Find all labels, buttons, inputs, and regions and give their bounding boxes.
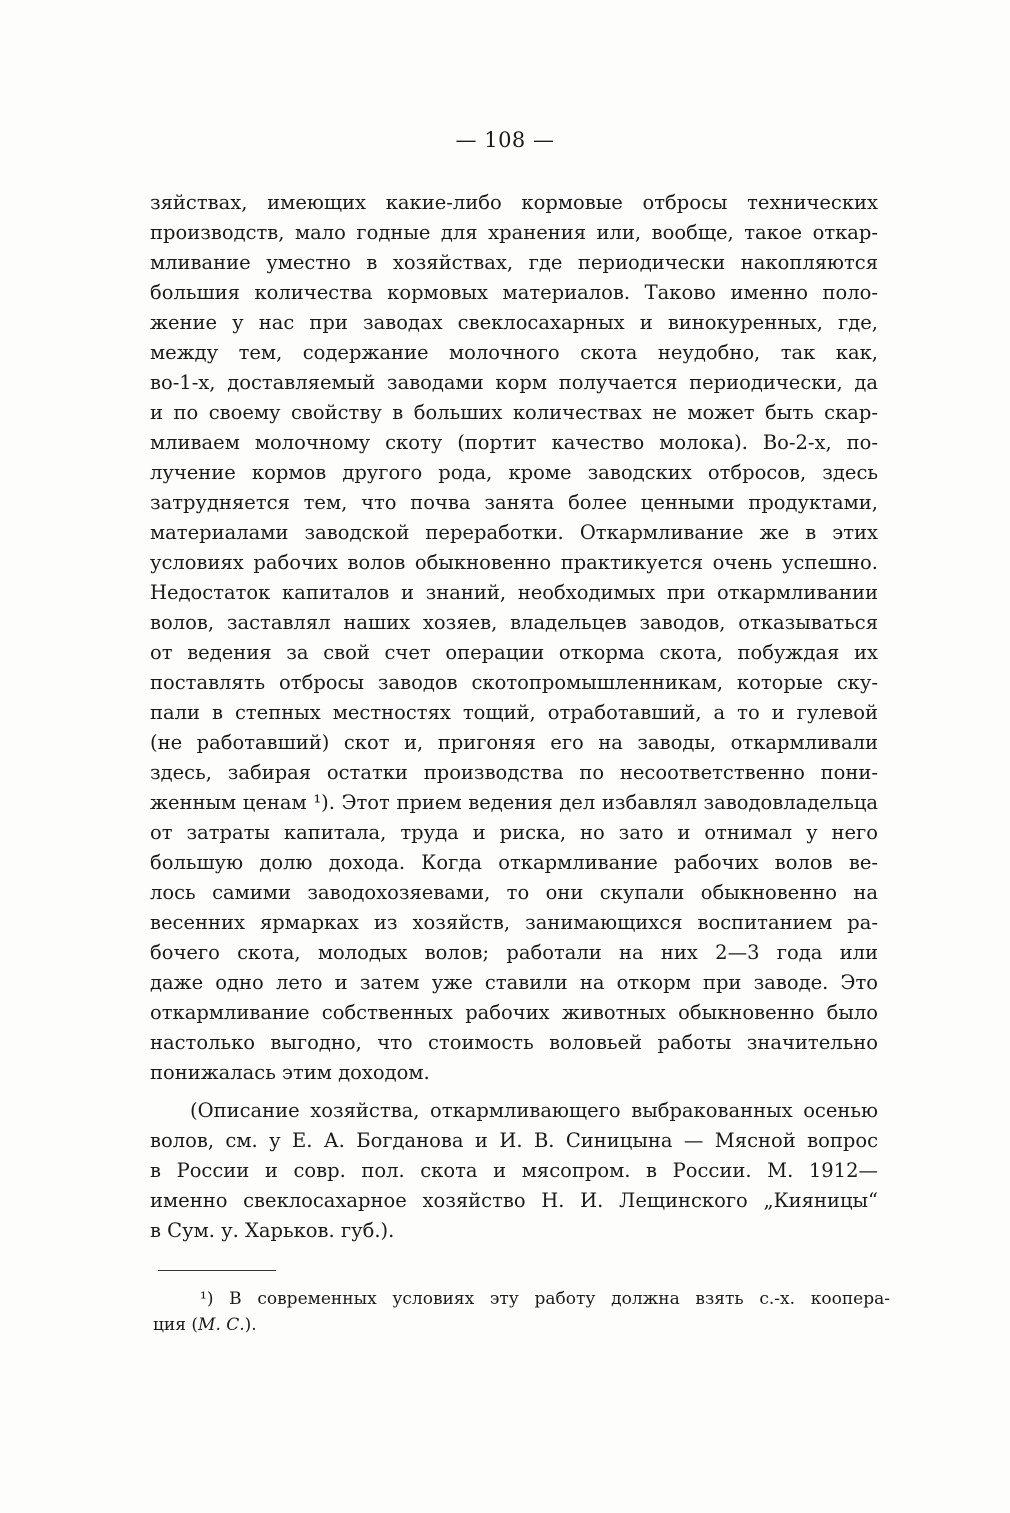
page-number: — 108 — [455, 128, 555, 152]
text-line: здесь, забирая остатки производства по несоответственно пони- [150, 761, 878, 784]
text-line: большия количества кормовых материалов. Таково именно поло- [150, 281, 878, 304]
text-line: поставлять отбросы заводов скотопромышленникам, которые ску- [150, 671, 878, 694]
text-line: Недостаток капиталов и знаний, необходимых при откармливании [150, 581, 878, 604]
text-line: и по своему свойству в больших количествах не может быть скар- [150, 401, 878, 424]
text-line: бочего скота, молодых волов; работали на них 2—3 года или [150, 941, 878, 964]
footnote-line [153, 1312, 853, 1338]
footnote-text: ). [244, 1315, 257, 1335]
text-line: именно свеклосахарное хозяйство Н. И. Лещинского „Кияницы“ [150, 1189, 878, 1212]
text-line: производств, мало годные для хранения или, вообще, такое откар- [150, 221, 878, 244]
text-line: (не работавший) скот и, пригоняя его на заводы, откармливали [150, 731, 878, 754]
text-line: лось самими заводохозяевами, то они скупали обыкновенно на [150, 881, 878, 904]
text-line: в России и совр. пол. скота и мясопром. в России. М. 1912— [150, 1159, 878, 1182]
text-line: во-1-х, доставляемый заводами корм получается периодически, да [150, 371, 878, 394]
text-line: условиях рабочих волов обыкновенно практикуется очень успешно. [150, 551, 878, 574]
text-line: пали в степных местностях тощий, отработавший, а то и гулевой [150, 701, 878, 724]
text-line: женным ценам ¹). Этот прием ведения дел избавлял заводовладельца [150, 791, 878, 814]
text-line: затрудняется тем, что почва занята более ценными продуктами, [150, 491, 878, 514]
text-line: мливание уместно в хозяйствах, где периодически накопляются [150, 251, 878, 274]
text-line: от ведения за свой счет операции откорма скота, побуждая их [150, 641, 878, 664]
text-line: мливаем молочному скоту (портит качество молока). Во-2-х, по- [150, 431, 878, 454]
footnote-divider [158, 1270, 276, 1271]
footnote-line: ¹) В современных условиях эту работу должна взять с.-х. коопера- [200, 1289, 890, 1309]
text-line: даже одно лето и затем уже ставили на откорм при заводе. Это [150, 971, 878, 994]
text-line: большую долю дохода. Когда откармливание рабочих волов ве- [150, 851, 878, 874]
text-line: волов, заставлял наших хозяев, владельцев заводов, отказываться [150, 611, 878, 634]
text-line: откармливание собственных рабочих животных обыкновенно было [150, 1001, 878, 1024]
text-line: в Сум. у. Харьков. губ.). [150, 1219, 395, 1242]
text-line: зяйствах, имеющих какие-либо кормовые отбросы технических [150, 191, 878, 214]
text-line: весенних ярмарках из хозяйств, занимающихся воспитанием ра- [150, 911, 878, 934]
text-line: лучение кормов другого рода, кроме заводских отбросов, здесь [150, 461, 878, 484]
text-line: материалами заводской переработки. Откармливание же в этих [150, 521, 878, 544]
footnote-text: ция ( [153, 1315, 199, 1335]
footnote-author-initials: М. С. [198, 1315, 245, 1335]
text-line: от затраты капитала, труда и риска, но зато и отнимал у него [150, 821, 878, 844]
text-line: понижалась этим доходом. [150, 1061, 430, 1084]
text-line: (Описание хозяйства, откармливающего выбракованных осенью [190, 1099, 878, 1122]
text-line: настолько выгодно, что стоимость воловьей работы значительно [150, 1031, 878, 1054]
text-line: между тем, содержание молочного скота неудобно, так как, [150, 341, 878, 364]
text-line: волов, см. у Е. А. Богданова и И. В. Синицына — Мясной вопрос [150, 1129, 878, 1152]
text-line: жение у нас при заводах свеклосахарных и винокуренных, где, [150, 311, 878, 334]
